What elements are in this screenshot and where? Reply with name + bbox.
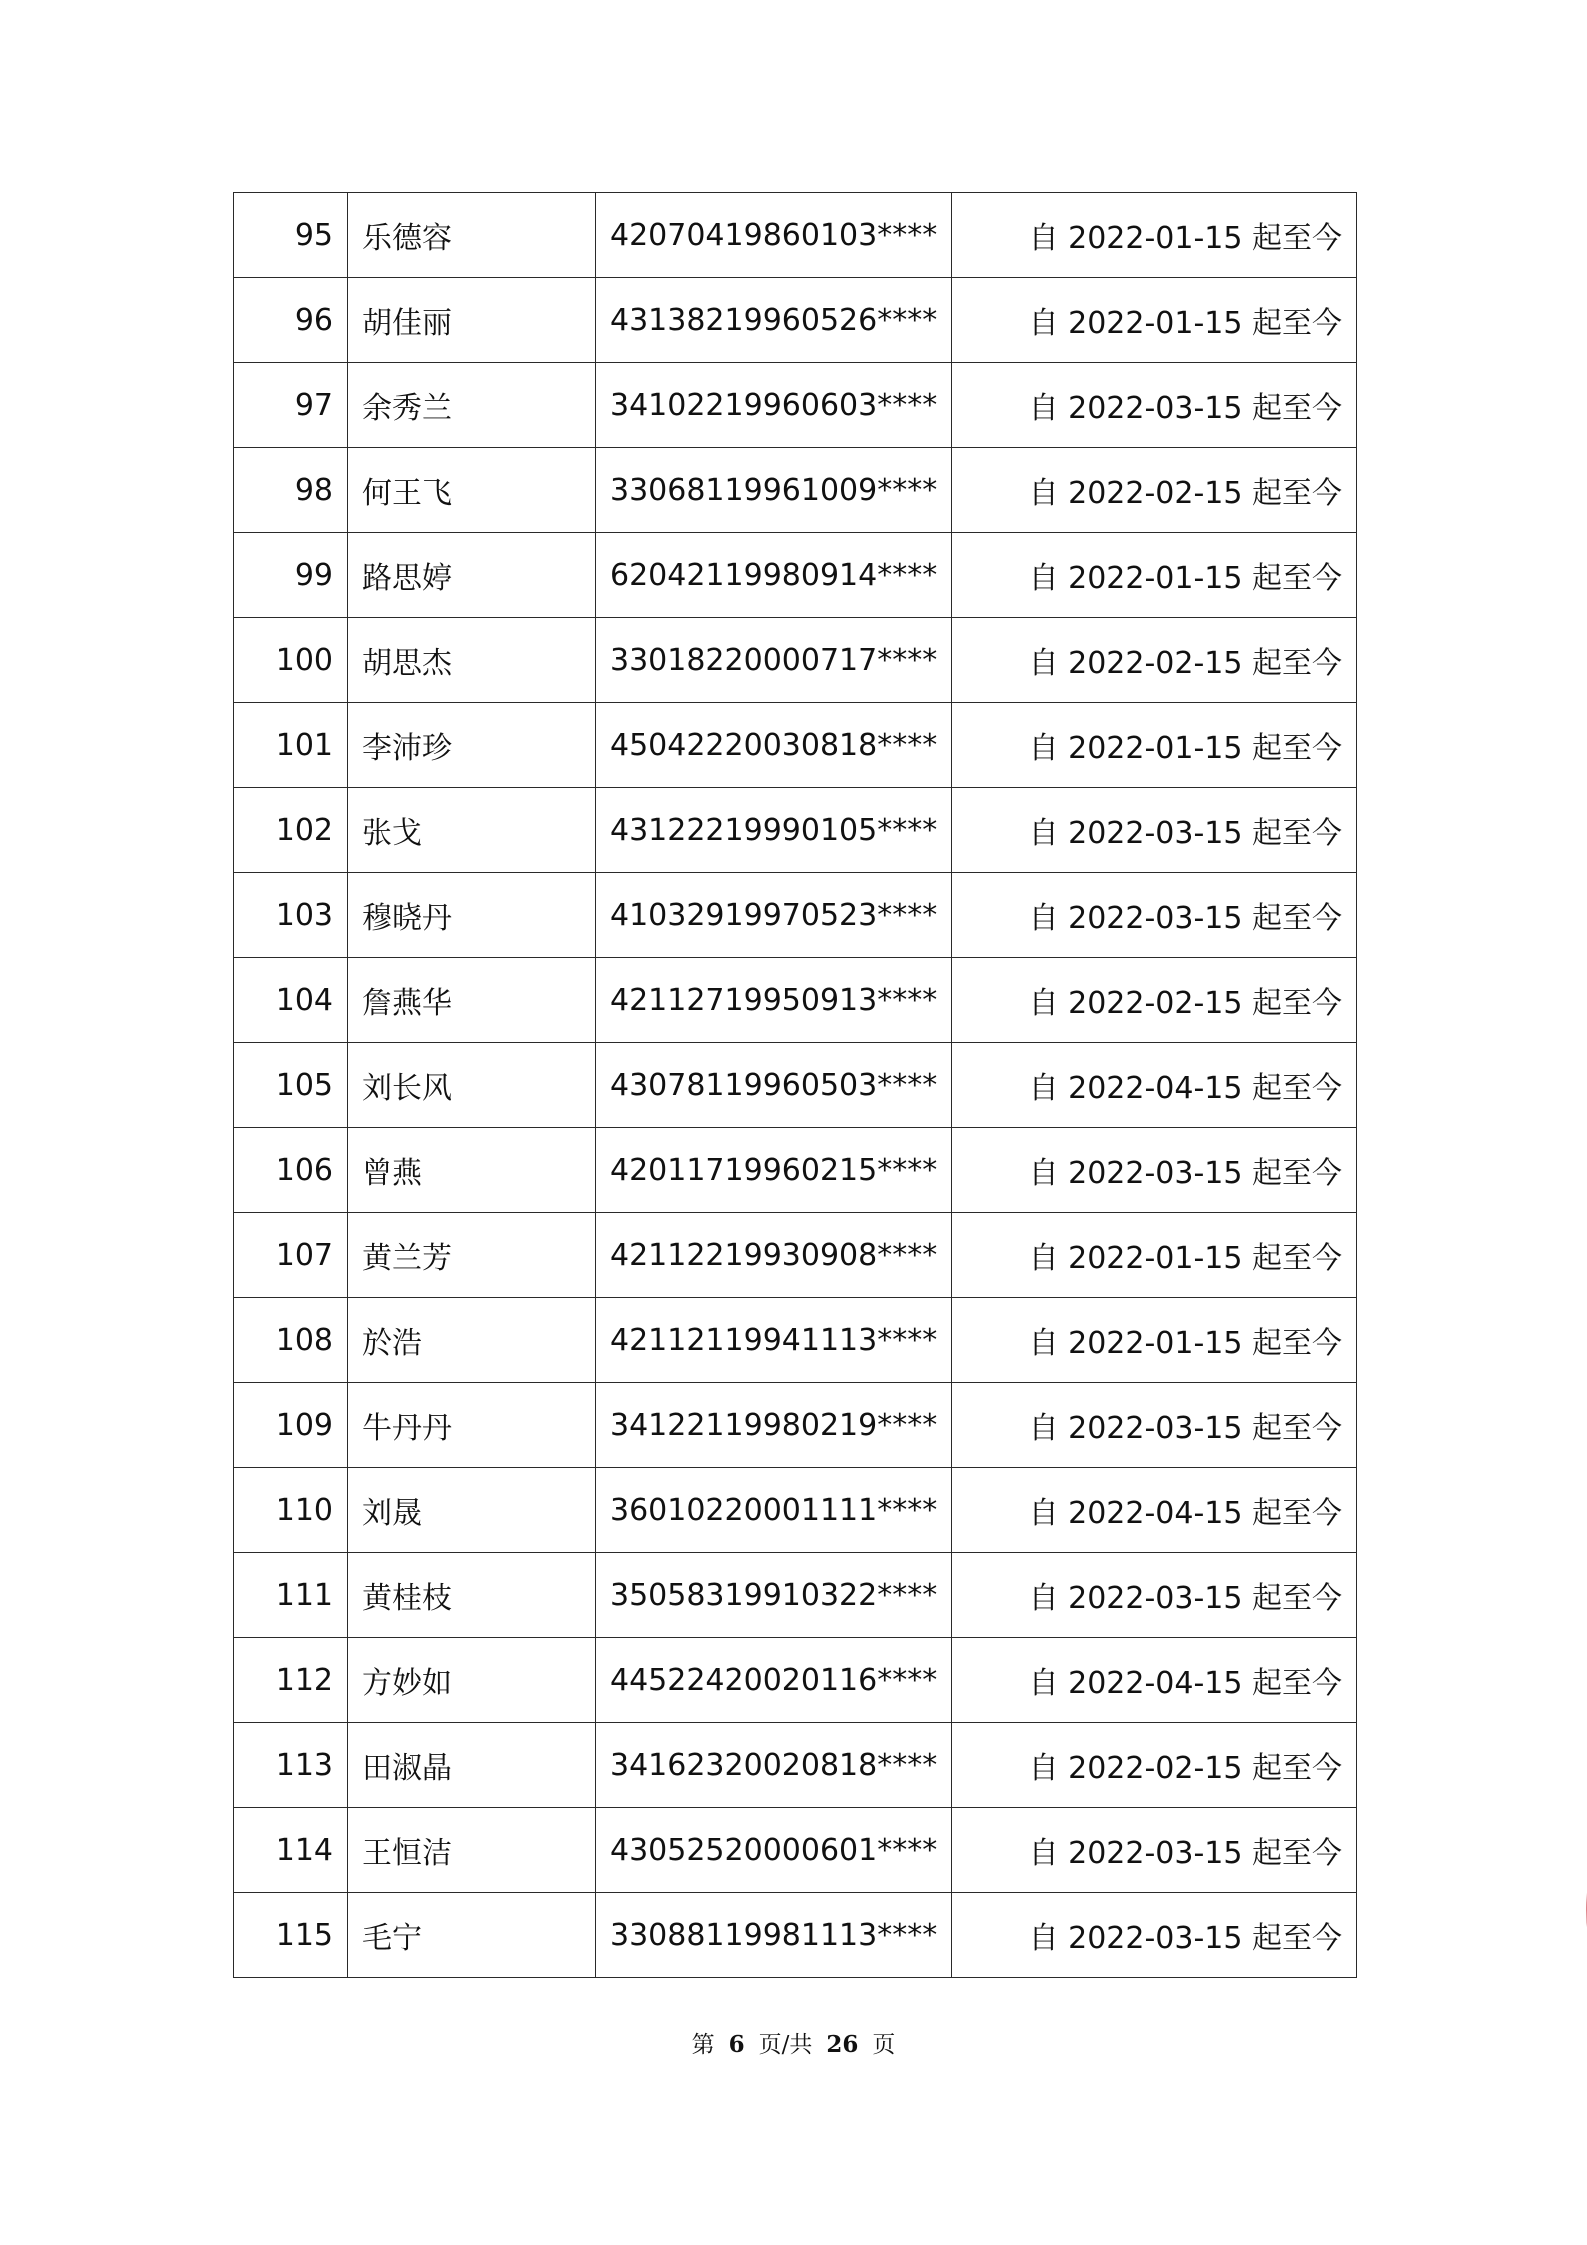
id-number-cell: 33068119961009**** <box>596 448 952 533</box>
name-cell: 何王飞 <box>348 448 596 533</box>
id-number-cell: 42112219930908**** <box>596 1213 952 1298</box>
row-number-cell: 103 <box>234 873 348 958</box>
name-cell: 胡思杰 <box>348 618 596 703</box>
name-cell: 乐德容 <box>348 193 596 278</box>
name-cell: 刘晟 <box>348 1468 596 1553</box>
id-number-cell: 34122119980219**** <box>596 1383 952 1468</box>
period-cell: 自 2022-03-15 起至今 <box>952 873 1357 958</box>
id-number-cell: 35058319910322**** <box>596 1553 952 1638</box>
table-row <box>234 193 1357 278</box>
name-cell: 毛宁 <box>348 1893 596 1978</box>
period-cell: 自 2022-01-15 起至今 <box>952 1213 1357 1298</box>
name-cell: 张戈 <box>348 788 596 873</box>
table-row <box>234 278 1357 363</box>
name-cell: 刘长风 <box>348 1043 596 1128</box>
row-number-cell: 115 <box>234 1893 348 1978</box>
id-number-cell: 33088119981113**** <box>596 1893 952 1978</box>
page-footer <box>0 2026 1587 2059</box>
row-number-cell: 109 <box>234 1383 348 1468</box>
period-cell: 自 2022-01-15 起至今 <box>952 1298 1357 1383</box>
table-row <box>234 618 1357 703</box>
id-number-cell: 43052520000601**** <box>596 1808 952 1893</box>
table-row <box>234 1893 1357 1978</box>
row-number-cell: 108 <box>234 1298 348 1383</box>
period-cell: 自 2022-03-15 起至今 <box>952 1808 1357 1893</box>
table-row <box>234 1808 1357 1893</box>
name-cell: 於浩 <box>348 1298 596 1383</box>
id-number-cell: 45042220030818**** <box>596 703 952 788</box>
id-number-cell: 34102219960603**** <box>596 363 952 448</box>
table-row <box>234 448 1357 533</box>
name-cell: 黄兰芳 <box>348 1213 596 1298</box>
row-number-cell: 106 <box>234 1128 348 1213</box>
row-number-cell: 96 <box>234 278 348 363</box>
footer-prefix: 第 <box>691 2032 715 2058</box>
row-number-cell: 107 <box>234 1213 348 1298</box>
id-number-cell: 33018220000717**** <box>596 618 952 703</box>
period-cell: 自 2022-04-15 起至今 <box>952 1468 1357 1553</box>
table-row <box>234 1298 1357 1383</box>
period-cell: 自 2022-04-15 起至今 <box>952 1638 1357 1723</box>
row-number-cell: 97 <box>234 363 348 448</box>
id-number-cell: 34162320020818**** <box>596 1723 952 1808</box>
table-row <box>234 1638 1357 1723</box>
name-cell: 胡佳丽 <box>348 278 596 363</box>
table-row <box>234 1468 1357 1553</box>
name-cell: 方妙如 <box>348 1638 596 1723</box>
roster-table <box>233 192 1357 1978</box>
row-number-cell: 104 <box>234 958 348 1043</box>
table-row <box>234 788 1357 873</box>
row-number-cell: 105 <box>234 1043 348 1128</box>
id-number-cell: 42112119941113**** <box>596 1298 952 1383</box>
table-row <box>234 1213 1357 1298</box>
table-row <box>234 1723 1357 1808</box>
table-row <box>234 958 1357 1043</box>
id-number-cell: 36010220001111**** <box>596 1468 952 1553</box>
red-seal-stamp <box>1562 1718 1587 2088</box>
name-cell: 路思婷 <box>348 533 596 618</box>
row-number-cell: 114 <box>234 1808 348 1893</box>
footer-suffix: 页 <box>872 2032 896 2058</box>
period-cell: 自 2022-02-15 起至今 <box>952 448 1357 533</box>
table-row <box>234 1383 1357 1468</box>
table-row <box>234 703 1357 788</box>
period-cell: 自 2022-02-15 起至今 <box>952 958 1357 1043</box>
period-cell: 自 2022-01-15 起至今 <box>952 703 1357 788</box>
name-cell: 牛丹丹 <box>348 1383 596 1468</box>
id-number-cell: 62042119980914**** <box>596 533 952 618</box>
id-number-cell: 44522420020116**** <box>596 1638 952 1723</box>
id-number-cell: 42011719960215**** <box>596 1128 952 1213</box>
period-cell: 自 2022-01-15 起至今 <box>952 533 1357 618</box>
row-number-cell: 102 <box>234 788 348 873</box>
name-cell: 王恒洁 <box>348 1808 596 1893</box>
period-cell: 自 2022-03-15 起至今 <box>952 363 1357 448</box>
table-row <box>234 1128 1357 1213</box>
period-cell: 自 2022-03-15 起至今 <box>952 788 1357 873</box>
period-cell: 自 2022-03-15 起至今 <box>952 1128 1357 1213</box>
row-number-cell: 98 <box>234 448 348 533</box>
name-cell: 穆晓丹 <box>348 873 596 958</box>
row-number-cell: 111 <box>234 1553 348 1638</box>
table-row <box>234 363 1357 448</box>
row-number-cell: 101 <box>234 703 348 788</box>
id-number-cell: 43078119960503**** <box>596 1043 952 1128</box>
name-cell: 黄桂枝 <box>348 1553 596 1638</box>
name-cell: 田淑晶 <box>348 1723 596 1808</box>
period-cell: 自 2022-02-15 起至今 <box>952 618 1357 703</box>
footer-page-number: 6 <box>728 2031 745 2058</box>
name-cell: 李沛珍 <box>348 703 596 788</box>
id-number-cell: 43138219960526**** <box>596 278 952 363</box>
id-number-cell: 43122219990105**** <box>596 788 952 873</box>
name-cell: 詹燕华 <box>348 958 596 1043</box>
row-number-cell: 112 <box>234 1638 348 1723</box>
id-number-cell: 41032919970523**** <box>596 873 952 958</box>
period-cell: 自 2022-03-15 起至今 <box>952 1383 1357 1468</box>
name-cell: 曾燕 <box>348 1128 596 1213</box>
row-number-cell: 100 <box>234 618 348 703</box>
period-cell: 自 2022-03-15 起至今 <box>952 1553 1357 1638</box>
period-cell: 自 2022-01-15 起至今 <box>952 278 1357 363</box>
table-row <box>234 533 1357 618</box>
table-row <box>234 1553 1357 1638</box>
row-number-cell: 95 <box>234 193 348 278</box>
period-cell: 自 2022-01-15 起至今 <box>952 193 1357 278</box>
footer-middle: 页/共 <box>758 2032 813 2058</box>
table-row <box>234 873 1357 958</box>
row-number-cell: 99 <box>234 533 348 618</box>
id-number-cell: 42112719950913**** <box>596 958 952 1043</box>
period-cell: 自 2022-04-15 起至今 <box>952 1043 1357 1128</box>
period-cell: 自 2022-03-15 起至今 <box>952 1893 1357 1978</box>
period-cell: 自 2022-02-15 起至今 <box>952 1723 1357 1808</box>
table-row <box>234 1043 1357 1128</box>
footer-total-pages: 26 <box>826 2031 859 2058</box>
roster-body <box>234 193 1357 1978</box>
row-number-cell: 110 <box>234 1468 348 1553</box>
name-cell: 余秀兰 <box>348 363 596 448</box>
row-number-cell: 113 <box>234 1723 348 1808</box>
id-number-cell: 42070419860103**** <box>596 193 952 278</box>
